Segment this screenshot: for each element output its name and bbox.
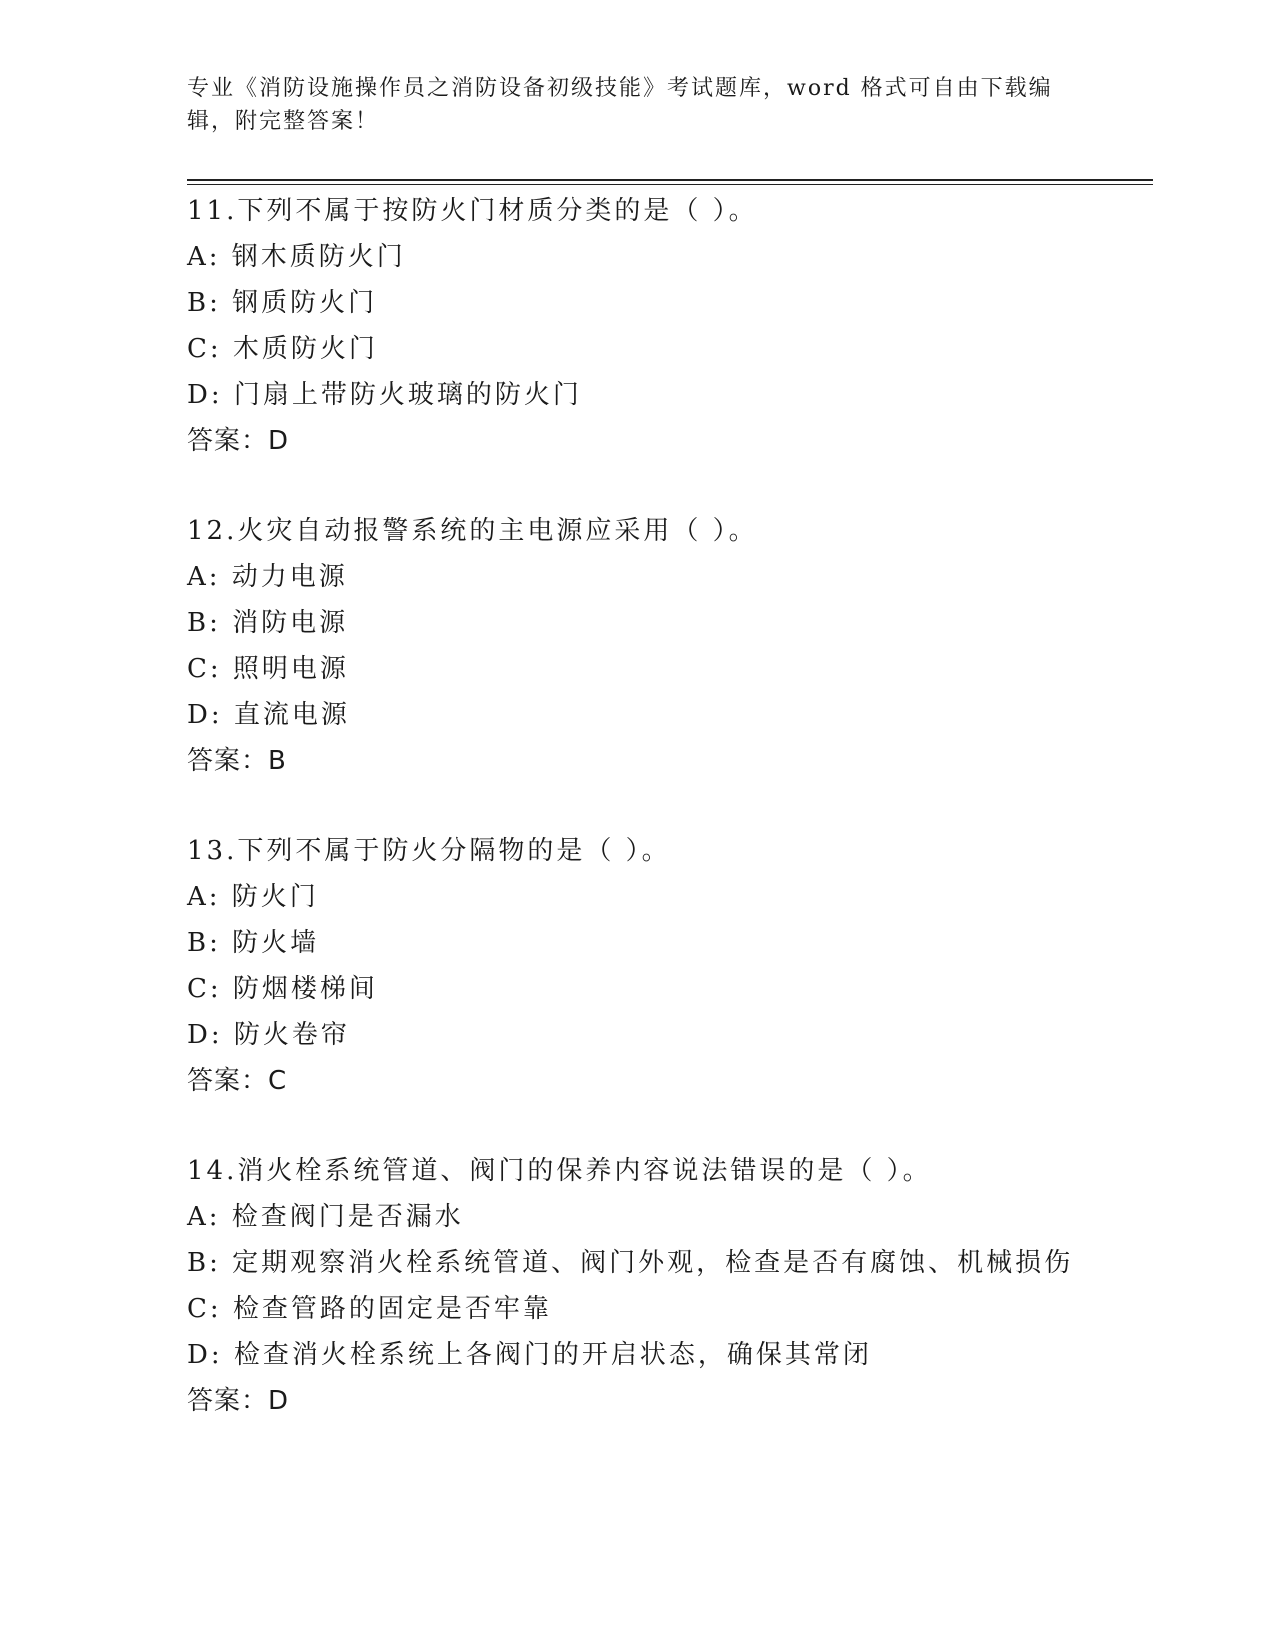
- header-divider-thin: [187, 184, 1153, 185]
- question-stem: 12.火灾自动报警系统的主电源应采用（ ）。: [187, 516, 758, 546]
- answer-line: 答案：B: [187, 746, 287, 776]
- question-stem: 11.下列不属于按防火门材质分类的是（ ）。: [187, 196, 758, 226]
- question-block: [187, 1148, 1137, 1424]
- option-b: B: 钢质防火门: [187, 288, 378, 318]
- option-c: C: 防烟楼梯间: [187, 974, 378, 1004]
- question-stem: 14.消火栓系统管道、阀门的保养内容说法错误的是（ ）。: [187, 1156, 932, 1186]
- document-header: 专业《消防设施操作员之消防设备初级技能》考试题库，word 格式可自由下载编辑，附完整答案！: [187, 76, 1053, 134]
- option-b: B: 定期观察消火栓系统管道、阀门外观，检查是否有腐蚀、机械损伤: [187, 1248, 1074, 1278]
- option-b: B: 消防电源: [187, 608, 349, 638]
- question-block: [187, 188, 1137, 464]
- option-a: A: 检查阀门是否漏水: [187, 1202, 464, 1232]
- question-block: [187, 508, 1137, 784]
- option-d: D: 检查消火栓系统上各阀门的开启状态，确保其常闭: [187, 1340, 872, 1370]
- option-b: B: 防火墙: [187, 928, 320, 958]
- answer-line: 答案：D: [187, 1386, 290, 1416]
- option-c: C: 照明电源: [187, 654, 349, 684]
- question-block: [187, 828, 1137, 1104]
- question-stem: 13.下列不属于防火分隔物的是（ ）。: [187, 836, 671, 866]
- answer-line: 答案：D: [187, 426, 290, 456]
- option-d: D: 防火卷帘: [187, 1020, 350, 1050]
- option-c: C: 检查管路的固定是否牢靠: [187, 1294, 552, 1324]
- option-a: A: 钢木质防火门: [187, 242, 406, 272]
- header-divider-thick: [187, 179, 1153, 181]
- option-a: A: 防火门: [187, 882, 319, 912]
- option-a: A: 动力电源: [187, 562, 348, 592]
- option-d: D: 直流电源: [187, 700, 350, 730]
- option-d: D: 门扇上带防火玻璃的防火门: [187, 380, 582, 410]
- option-c: C: 木质防火门: [187, 334, 378, 364]
- answer-line: 答案：C: [187, 1066, 288, 1096]
